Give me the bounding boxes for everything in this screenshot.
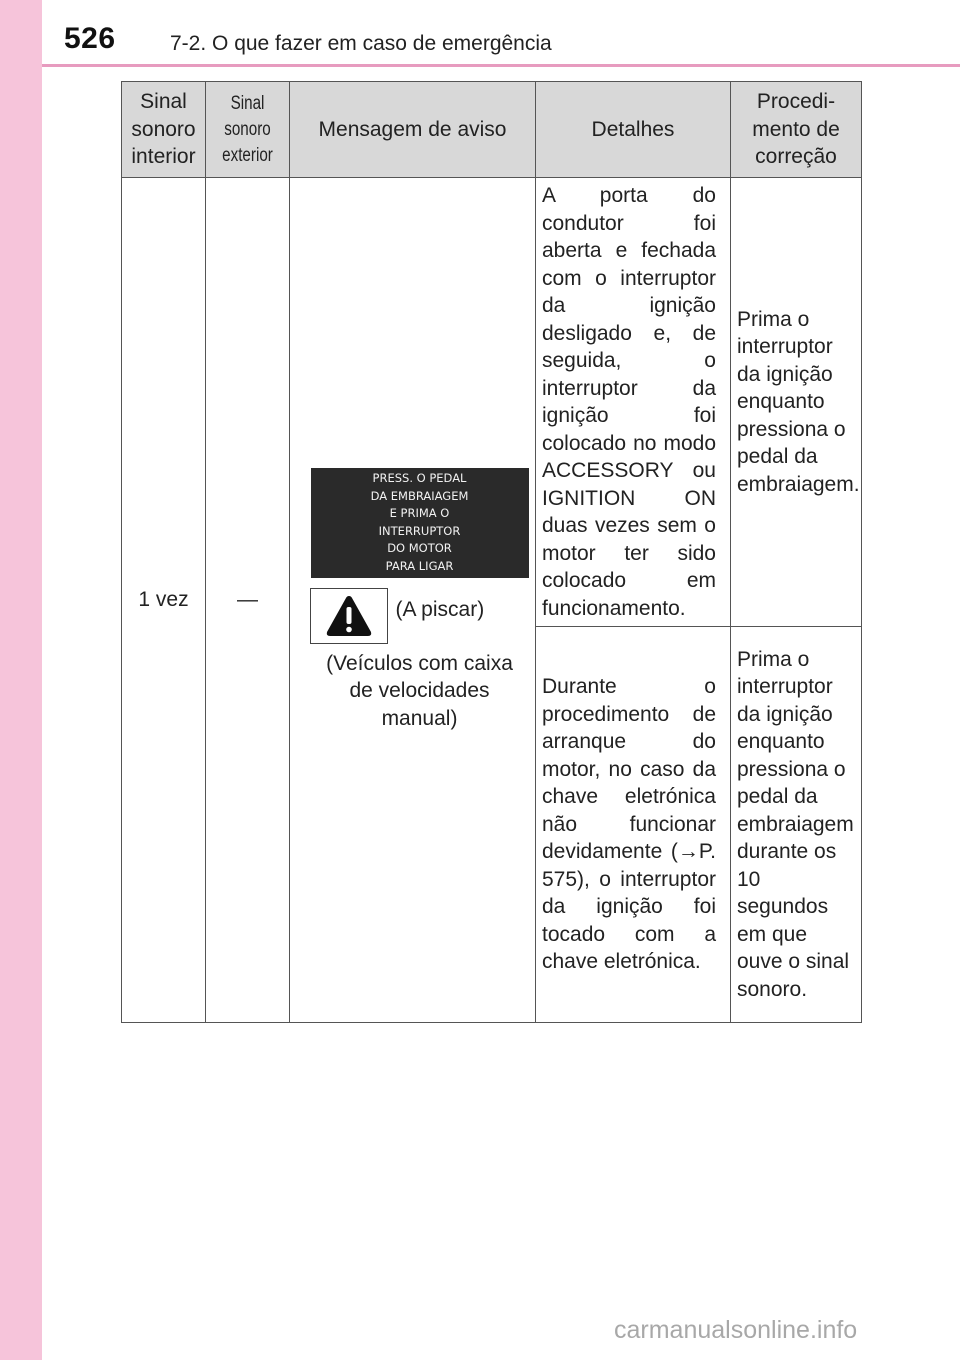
warning-message-cell bbox=[290, 178, 536, 1023]
table-header-row bbox=[122, 82, 862, 178]
display-message: PRESS. O PEDAL DA EMBRAIAGEM E PRIMA O INTERRUPTOR DO MOTOR PARA LIGAR bbox=[311, 468, 529, 578]
blink-note: (A piscar) bbox=[395, 597, 485, 621]
interior-buzzer-cell: 1 vez bbox=[122, 178, 206, 1023]
page-number: 526 bbox=[64, 22, 116, 55]
header-rule bbox=[42, 64, 960, 67]
header-correction: Procedi- mento de correção bbox=[731, 82, 862, 178]
warning-triangle-icon bbox=[310, 588, 388, 644]
header-exterior-buzzer: Sinal sonoro exterior bbox=[206, 82, 290, 178]
vehicle-note: (Veículos com caixa de velocidades manual) bbox=[326, 651, 513, 730]
watermark: carmanualsonline.info bbox=[614, 1316, 858, 1344]
header-interior-buzzer: Sinal sonoro interior bbox=[122, 82, 206, 178]
exterior-buzzer-cell: — bbox=[206, 178, 290, 1023]
section-title: 7-2. O que fazer em caso de emergência bbox=[170, 32, 552, 55]
details-cell-2: Durante o procedimento de arranque do motor, no caso da chave eletrónica não funcionar devidamente (→P. 575), o interruptor da ignição foi tocado com a chave eletrónica. bbox=[536, 627, 731, 1023]
header-warning-message: Mensagem de aviso bbox=[290, 82, 536, 178]
warning-message-group bbox=[290, 468, 535, 733]
correction-cell-1: Prima o interruptor da ignição enquanto pressiona o pedal da embraiagem. bbox=[731, 178, 862, 627]
details-cell-1: A porta do condutor foi aberta e fechada com o interruptor da ignição desligado e, de seguida, o interruptor da ignição foi colocado no modo ACCESSORY ou IGNITION ON duas vezes sem o motor ter sido colocado em funcionamento. bbox=[536, 178, 731, 627]
header-details: Detalhes bbox=[536, 82, 731, 178]
warning-indicator-row bbox=[310, 588, 530, 644]
warning-table bbox=[121, 81, 862, 1023]
correction-cell-2: Prima o interruptor da ignição enquanto pressiona o pedal da embraiagem durante os 10 segundos em que ouve o sinal sonoro. bbox=[731, 627, 862, 1023]
table-row bbox=[122, 178, 862, 627]
side-band bbox=[0, 0, 42, 1360]
